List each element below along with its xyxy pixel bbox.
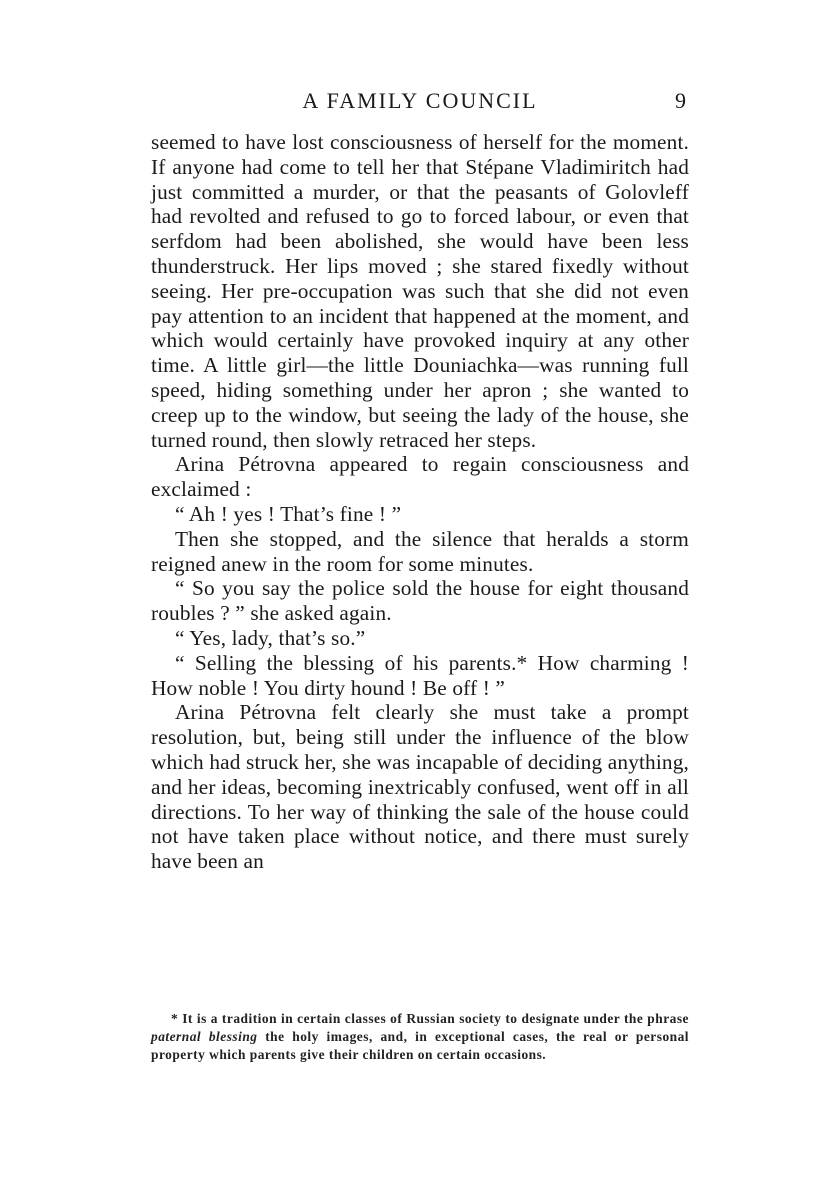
- paragraph: Arina Pétrovna appeared to regain consciousness and exclaimed :: [151, 452, 689, 502]
- footnote-emphasis: paternal blessing: [151, 1029, 258, 1044]
- footnote-text-after: the holy images, and, in exceptional cases, the real or personal property which parents give their children on certain occasions.: [151, 1029, 690, 1062]
- paragraph: “ Selling the blessing of his parents.* How charming ! How noble ! You dirty hound ! Be off ! ”: [151, 650, 689, 700]
- footnote-mark: *: [171, 1011, 179, 1026]
- footnote-text-before: It is a tradition in certain classes of Russian society to designate under the phrase: [182, 1011, 689, 1026]
- running-title: A FAMILY COUNCIL: [302, 88, 538, 113]
- paragraph: Then she stopped, and the silence that heralds a storm reigned anew in the room for some minutes.: [151, 526, 689, 576]
- paragraph: “ Ah ! yes ! That’s fine ! ”: [175, 501, 402, 526]
- paragraph: Arina Pétrovna felt clearly she must take a prompt resolution, but, being still under the influence of the blow which had struck her, she was incapable of deciding anything, and her ideas, becoming inextricably confused, went off in all directions. To her way of thinking the sale of the house could not have taken place without notice, and there must surely have been an: [151, 700, 689, 874]
- body-text: [151, 130, 689, 874]
- paragraph-continuation: seemed to have lost consciousness of herself for the moment. If anyone had come to tell her that Stépane Vladimiritch had just committed a murder, or that the peasants of Golovleff had revolted and refused to go to forced labour, or even that serfdom had been abolished, she would have been less thunderstruck. Her lips moved ; she stared fixedly without seeing. Her pre-occupation was such that she did not even pay attention to an incident that happened at the moment, and which would certainly have provoked inquiry at any other time. A little girl—the little Douniachka—was running full speed, hiding something under her apron ; she wanted to creep up to the window, but seeing the lady of the house, she turned round, then slowly retraced her steps.: [151, 130, 689, 452]
- page-number: 9: [675, 88, 686, 113]
- paragraph: “ Yes, lady, that’s so.”: [175, 625, 366, 650]
- footnote: [151, 1010, 689, 1064]
- paragraph: “ So you say the police sold the house for eight thousand roubles ? ” she asked again.: [151, 576, 689, 626]
- running-head: [150, 84, 690, 118]
